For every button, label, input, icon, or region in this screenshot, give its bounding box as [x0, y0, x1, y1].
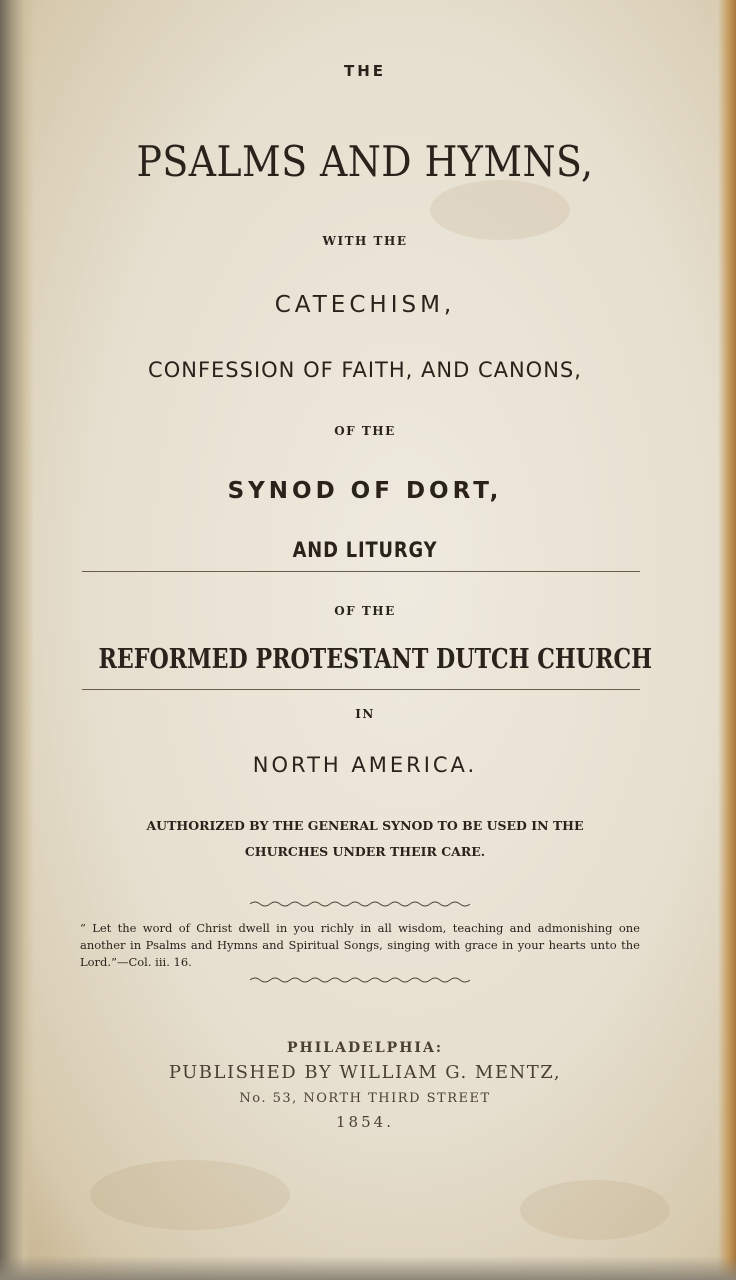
authorization-line: CHURCHES UNDER THEIR CARE.	[244, 844, 486, 859]
church-name: REFORMED PROTESTANT DUTCH CHURCH	[98, 644, 653, 675]
north-america-line: NORTH AMERICA.	[252, 753, 478, 777]
in-line: IN	[355, 707, 375, 721]
paper-stain	[90, 1160, 290, 1230]
imprint-year: 1854.	[336, 1113, 394, 1131]
page-bottom-edge	[0, 1256, 736, 1280]
catechism-line: CATECHISM,	[274, 292, 456, 318]
of-the-line: OF THE	[334, 604, 396, 618]
page-edge-foxing	[718, 0, 736, 1280]
show-through-text	[80, 582, 95, 600]
ornamental-rule	[250, 900, 470, 908]
with-the-line: WITH THE	[322, 234, 408, 248]
page-title: PSALMS AND HYMNS,	[136, 137, 594, 186]
epigraph-quote: “ Let the word of Christ dwell in you richly in all wisdom, teaching and admonishing one another in Psalms and Hymns and Spiritual Songs, singing with grace in your hearts unto the Lord.”—Col. iii. 16.	[80, 921, 640, 969]
imprint-address: No. 53, NORTH THIRD STREET	[239, 1091, 491, 1106]
synod-line: SYNOD OF DORT,	[227, 478, 503, 504]
of-the-line: OF THE	[334, 424, 396, 438]
title-article: THE	[343, 62, 387, 80]
imprint-publisher: PUBLISHED BY WILLIAM G. MENTZ,	[168, 1062, 562, 1083]
confession-line: CONFESSION OF FAITH, AND CANONS,	[148, 358, 582, 382]
paper-stain	[430, 180, 570, 240]
liturgy-line: AND LITURGY	[292, 538, 438, 562]
imprint-city: PHILADELPHIA:	[287, 1040, 443, 1056]
authorization-line: AUTHORIZED BY THE GENERAL SYNOD TO BE USED IN THE	[146, 818, 584, 833]
paper-stain	[520, 1180, 670, 1240]
spine-shadow	[0, 0, 34, 1280]
ornamental-rule	[250, 976, 470, 984]
horizontal-rule	[82, 689, 640, 690]
horizontal-rule	[82, 571, 640, 572]
